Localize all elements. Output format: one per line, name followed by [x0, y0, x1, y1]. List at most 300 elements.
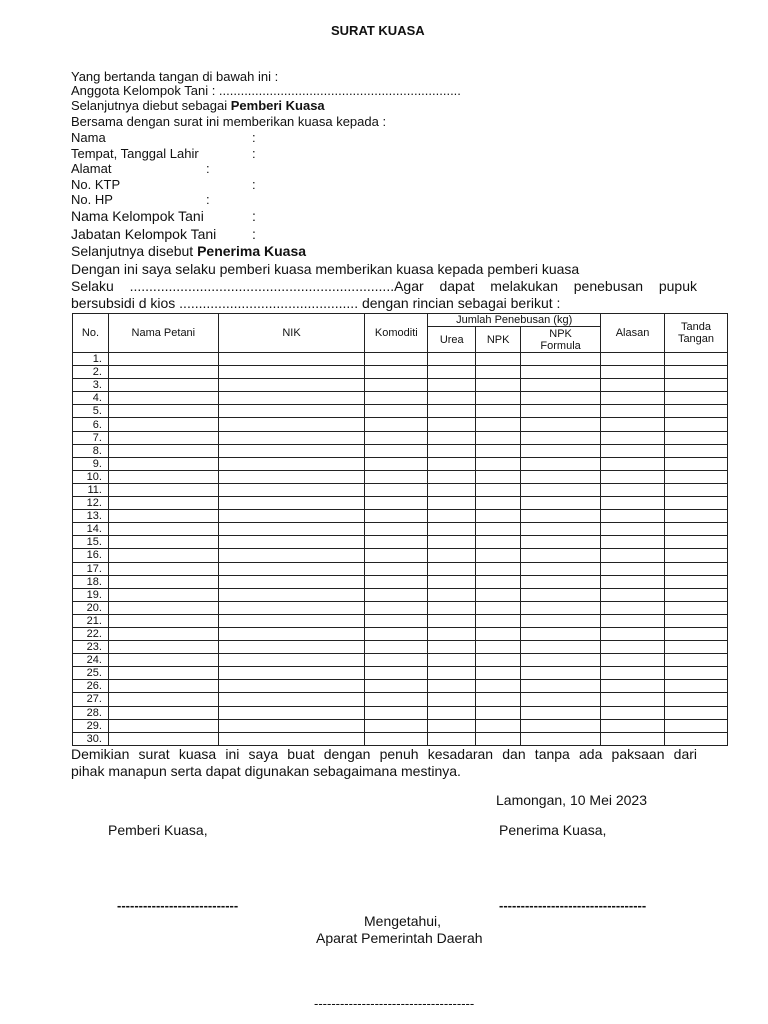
intro-line-pemberi: [71, 98, 325, 113]
table-cell[interactable]: [365, 366, 428, 379]
table-cell[interactable]: [218, 549, 365, 562]
table-cell[interactable]: [476, 680, 521, 693]
table-cell[interactable]: [601, 536, 665, 549]
header-jumlah-penebusan: Jumlah Penebusan (kg): [428, 314, 601, 327]
table-cell[interactable]: [601, 418, 665, 431]
table-cell[interactable]: [218, 732, 365, 745]
table-cell[interactable]: [521, 641, 601, 654]
table-cell[interactable]: [108, 667, 218, 680]
table-cell[interactable]: [365, 680, 428, 693]
field-sep-hp: :: [206, 192, 210, 207]
table-cell[interactable]: [365, 614, 428, 627]
table-cell[interactable]: [601, 641, 665, 654]
table-row: [73, 693, 728, 706]
table-cell[interactable]: [476, 353, 521, 366]
table-cell[interactable]: [664, 575, 727, 588]
table-cell[interactable]: [521, 510, 601, 523]
table-cell[interactable]: [521, 549, 601, 562]
row-number: 20.: [73, 601, 109, 614]
table-row: [73, 418, 728, 431]
table-cell[interactable]: [476, 588, 521, 601]
table-cell[interactable]: [365, 549, 428, 562]
table-cell[interactable]: [365, 601, 428, 614]
table-cell[interactable]: [428, 497, 476, 510]
table-cell[interactable]: [664, 667, 727, 680]
table-cell[interactable]: [521, 680, 601, 693]
table-cell[interactable]: [218, 693, 365, 706]
row-number: 7.: [73, 431, 109, 444]
table-cell[interactable]: [476, 601, 521, 614]
table-cell[interactable]: [365, 667, 428, 680]
table-row: [73, 575, 728, 588]
table-cell[interactable]: [476, 614, 521, 627]
table-cell[interactable]: [601, 627, 665, 640]
table-cell[interactable]: [428, 523, 476, 536]
table-cell[interactable]: [601, 562, 665, 575]
table-cell[interactable]: [476, 457, 521, 470]
table-cell[interactable]: [108, 497, 218, 510]
table-cell[interactable]: [218, 418, 365, 431]
table-cell[interactable]: [521, 444, 601, 457]
table-cell[interactable]: [664, 732, 727, 745]
table-cell[interactable]: [108, 431, 218, 444]
header-alasan: Alasan: [601, 314, 665, 353]
paragraph-line-3: bersubsidi d kios .............................................. dengan rincian sebagai berikut :: [71, 295, 561, 311]
table-cell[interactable]: [108, 627, 218, 640]
place-date: Lamongan, 10 Mei 2023: [496, 792, 647, 808]
table-cell[interactable]: [664, 431, 727, 444]
table-cell[interactable]: [521, 627, 601, 640]
table-cell[interactable]: [218, 562, 365, 575]
table-cell[interactable]: [664, 510, 727, 523]
table-cell[interactable]: [521, 654, 601, 667]
table-cell[interactable]: [365, 706, 428, 719]
table-cell[interactable]: [218, 706, 365, 719]
table-cell[interactable]: [521, 405, 601, 418]
table-cell[interactable]: [664, 614, 727, 627]
table-cell[interactable]: [521, 575, 601, 588]
table-cell[interactable]: [108, 575, 218, 588]
table-cell[interactable]: [476, 366, 521, 379]
table-cell[interactable]: [108, 641, 218, 654]
table-cell[interactable]: [664, 523, 727, 536]
table-cell[interactable]: [601, 431, 665, 444]
table-cell[interactable]: [476, 418, 521, 431]
table-cell[interactable]: [218, 641, 365, 654]
table-row: [73, 523, 728, 536]
table-cell[interactable]: [365, 562, 428, 575]
table-cell[interactable]: [365, 732, 428, 745]
table-cell[interactable]: [365, 353, 428, 366]
field-label-ttl: Tempat, Tanggal Lahir: [71, 146, 199, 161]
table-cell[interactable]: [108, 444, 218, 457]
table-cell[interactable]: [365, 719, 428, 732]
table-cell[interactable]: [476, 392, 521, 405]
table-cell[interactable]: [218, 510, 365, 523]
table-row: [73, 457, 728, 470]
table-cell[interactable]: [601, 667, 665, 680]
table-cell[interactable]: [476, 405, 521, 418]
table-cell[interactable]: [601, 575, 665, 588]
table-cell[interactable]: [428, 614, 476, 627]
table-cell[interactable]: [664, 562, 727, 575]
table-cell[interactable]: [428, 667, 476, 680]
table-cell[interactable]: [601, 680, 665, 693]
table-cell[interactable]: [521, 588, 601, 601]
row-number: 3.: [73, 379, 109, 392]
table-row: [73, 654, 728, 667]
table-row: [73, 353, 728, 366]
table-cell[interactable]: [108, 614, 218, 627]
table-cell[interactable]: [521, 614, 601, 627]
table-cell[interactable]: [601, 601, 665, 614]
table-cell[interactable]: [601, 510, 665, 523]
table-cell[interactable]: [664, 693, 727, 706]
row-number: 21.: [73, 614, 109, 627]
table-cell[interactable]: [476, 510, 521, 523]
table-cell[interactable]: [664, 405, 727, 418]
table-cell[interactable]: [365, 457, 428, 470]
table-cell[interactable]: [601, 483, 665, 496]
table-cell[interactable]: [428, 680, 476, 693]
table-cell[interactable]: [664, 457, 727, 470]
row-number: 6.: [73, 418, 109, 431]
table-cell[interactable]: [108, 418, 218, 431]
table-cell[interactable]: [428, 706, 476, 719]
table-cell[interactable]: [428, 510, 476, 523]
table-cell[interactable]: [365, 575, 428, 588]
table-cell[interactable]: [365, 470, 428, 483]
table-cell[interactable]: [365, 497, 428, 510]
table-cell[interactable]: [664, 536, 727, 549]
table-cell[interactable]: [218, 366, 365, 379]
table-cell[interactable]: [664, 444, 727, 457]
table-cell[interactable]: [476, 575, 521, 588]
table-cell[interactable]: [664, 680, 727, 693]
table-cell[interactable]: [601, 588, 665, 601]
table-cell[interactable]: [108, 562, 218, 575]
table-cell[interactable]: [108, 588, 218, 601]
row-number: 14.: [73, 523, 109, 536]
table-cell[interactable]: [521, 562, 601, 575]
field-sep-alamat: :: [206, 161, 210, 176]
header-no: No.: [73, 314, 109, 353]
table-cell[interactable]: [365, 693, 428, 706]
table-cell[interactable]: [365, 418, 428, 431]
table-cell[interactable]: [218, 654, 365, 667]
table-cell[interactable]: [428, 654, 476, 667]
table-cell[interactable]: [428, 693, 476, 706]
table-cell[interactable]: [218, 457, 365, 470]
table-cell[interactable]: [108, 680, 218, 693]
table-cell[interactable]: [428, 719, 476, 732]
table-cell[interactable]: [664, 483, 727, 496]
table-cell[interactable]: [108, 366, 218, 379]
table-row: [73, 732, 728, 745]
table-cell[interactable]: [365, 392, 428, 405]
table-cell[interactable]: [521, 719, 601, 732]
table-cell[interactable]: [218, 719, 365, 732]
table-cell[interactable]: [428, 392, 476, 405]
table-cell[interactable]: [476, 497, 521, 510]
row-number: 2.: [73, 366, 109, 379]
table-cell[interactable]: [521, 392, 601, 405]
table-cell[interactable]: [218, 614, 365, 627]
table-cell[interactable]: [365, 510, 428, 523]
table-cell[interactable]: [108, 523, 218, 536]
penerima-kuasa-signature-label: Penerima Kuasa,: [499, 822, 607, 838]
table-cell[interactable]: [428, 588, 476, 601]
table-cell[interactable]: [218, 483, 365, 496]
table-cell[interactable]: [428, 418, 476, 431]
table-cell[interactable]: [428, 536, 476, 549]
row-number: 17.: [73, 562, 109, 575]
table-cell[interactable]: [476, 444, 521, 457]
table-cell[interactable]: [218, 680, 365, 693]
table-cell[interactable]: [521, 536, 601, 549]
table-cell[interactable]: [428, 444, 476, 457]
table-cell[interactable]: [365, 536, 428, 549]
table-cell[interactable]: [664, 497, 727, 510]
row-number: 30.: [73, 732, 109, 745]
table-cell[interactable]: [365, 379, 428, 392]
table-cell[interactable]: [108, 405, 218, 418]
table-cell[interactable]: [601, 706, 665, 719]
table-cell[interactable]: [601, 405, 665, 418]
table-cell[interactable]: [521, 693, 601, 706]
table-cell[interactable]: [428, 575, 476, 588]
table-cell[interactable]: [108, 483, 218, 496]
table-cell[interactable]: [428, 353, 476, 366]
table-cell[interactable]: [365, 431, 428, 444]
table-cell[interactable]: [108, 719, 218, 732]
table-cell[interactable]: [664, 392, 727, 405]
table-cell[interactable]: [521, 470, 601, 483]
table-cell[interactable]: [601, 366, 665, 379]
table-cell[interactable]: [476, 719, 521, 732]
table-cell[interactable]: [365, 523, 428, 536]
table-cell[interactable]: [521, 483, 601, 496]
table-cell[interactable]: [476, 732, 521, 745]
table-cell[interactable]: [365, 588, 428, 601]
table-cell[interactable]: [476, 706, 521, 719]
table-cell[interactable]: [476, 523, 521, 536]
table-cell[interactable]: [664, 470, 727, 483]
table-cell[interactable]: [428, 483, 476, 496]
paragraph-line-2: Selaku ....................................................................Agar dapat melakukan penebusan pupuk: [71, 278, 697, 294]
table-cell[interactable]: [664, 418, 727, 431]
table-cell[interactable]: [521, 523, 601, 536]
table-cell[interactable]: [218, 497, 365, 510]
table-cell[interactable]: [664, 379, 727, 392]
header-nama-petani: Nama Petani: [108, 314, 218, 353]
table-cell[interactable]: [601, 457, 665, 470]
table-cell[interactable]: [601, 497, 665, 510]
table-cell[interactable]: [476, 641, 521, 654]
table-cell[interactable]: [218, 470, 365, 483]
table-cell[interactable]: [428, 641, 476, 654]
mengetahui-label: Mengetahui,: [364, 913, 442, 929]
table-cell[interactable]: [476, 627, 521, 640]
row-number: 28.: [73, 706, 109, 719]
table-row: [73, 601, 728, 614]
table-cell[interactable]: [521, 601, 601, 614]
table-cell[interactable]: [108, 706, 218, 719]
table-cell[interactable]: [476, 379, 521, 392]
table-cell[interactable]: [108, 353, 218, 366]
table-cell[interactable]: [476, 693, 521, 706]
table-cell[interactable]: [218, 575, 365, 588]
table-cell[interactable]: [108, 457, 218, 470]
table-cell[interactable]: [108, 379, 218, 392]
table-cell[interactable]: [218, 405, 365, 418]
table-cell[interactable]: [218, 627, 365, 640]
row-number: 24.: [73, 654, 109, 667]
table-cell[interactable]: [601, 719, 665, 732]
table-cell[interactable]: [108, 392, 218, 405]
header-urea: Urea: [428, 327, 476, 353]
row-number: 11.: [73, 483, 109, 496]
table-cell[interactable]: [601, 614, 665, 627]
table-cell[interactable]: [108, 510, 218, 523]
table-cell[interactable]: [601, 549, 665, 562]
table-row: [73, 588, 728, 601]
table-cell[interactable]: [108, 732, 218, 745]
table-cell[interactable]: [428, 601, 476, 614]
table-cell[interactable]: [601, 654, 665, 667]
table-cell[interactable]: [664, 601, 727, 614]
row-number: 13.: [73, 510, 109, 523]
row-number: 26.: [73, 680, 109, 693]
table-cell[interactable]: [601, 379, 665, 392]
table-cell[interactable]: [601, 523, 665, 536]
table-cell[interactable]: [218, 431, 365, 444]
table-cell[interactable]: [521, 353, 601, 366]
table-cell[interactable]: [664, 549, 727, 562]
table-row: [73, 562, 728, 575]
table-cell[interactable]: [218, 379, 365, 392]
table-cell[interactable]: [601, 353, 665, 366]
table-cell[interactable]: [365, 627, 428, 640]
table-cell[interactable]: [521, 431, 601, 444]
table-cell[interactable]: [476, 667, 521, 680]
table-cell[interactable]: [601, 444, 665, 457]
table-cell[interactable]: [664, 353, 727, 366]
table-cell[interactable]: [428, 549, 476, 562]
table-cell[interactable]: [476, 549, 521, 562]
row-number: 9.: [73, 457, 109, 470]
table-cell[interactable]: [521, 418, 601, 431]
field-sep-nama: :: [252, 130, 256, 145]
table-cell[interactable]: [521, 379, 601, 392]
table-cell[interactable]: [428, 431, 476, 444]
table-cell[interactable]: [428, 379, 476, 392]
table-cell[interactable]: [601, 470, 665, 483]
table-cell[interactable]: [476, 654, 521, 667]
table-cell[interactable]: [365, 405, 428, 418]
table-cell[interactable]: [218, 667, 365, 680]
table-cell[interactable]: [428, 562, 476, 575]
table-cell[interactable]: [218, 353, 365, 366]
table-cell[interactable]: [218, 601, 365, 614]
document-title: SURAT KUASA: [331, 23, 425, 38]
table-row: [73, 719, 728, 732]
table-cell[interactable]: [428, 405, 476, 418]
paragraph-line-1: Dengan ini saya selaku pemberi kuasa memberikan kuasa kepada pemberi kuasa: [71, 261, 580, 277]
table-row: [73, 549, 728, 562]
header-npk: NPK: [476, 327, 521, 353]
table-cell[interactable]: [521, 457, 601, 470]
table-cell[interactable]: [521, 706, 601, 719]
row-number: 10.: [73, 470, 109, 483]
field-sep-jabatan: :: [252, 226, 256, 242]
table-cell[interactable]: [365, 641, 428, 654]
table-cell[interactable]: [664, 588, 727, 601]
table-cell[interactable]: [218, 523, 365, 536]
table-cell[interactable]: [365, 483, 428, 496]
intro-line-kelompok: Anggota Kelompok Tani : ...................................................................: [71, 83, 461, 98]
table-cell[interactable]: [664, 627, 727, 640]
table-cell[interactable]: [108, 470, 218, 483]
table-cell[interactable]: [428, 732, 476, 745]
table-cell[interactable]: [108, 654, 218, 667]
table-cell[interactable]: [476, 562, 521, 575]
table-row: [73, 641, 728, 654]
table-cell[interactable]: [521, 732, 601, 745]
closing-line-1: Demikian surat kuasa ini saya buat dengan penuh kesadaran dan tanpa ada paksaan dari: [71, 746, 697, 762]
table-cell[interactable]: [428, 470, 476, 483]
table-cell[interactable]: [664, 654, 727, 667]
table-cell[interactable]: [601, 392, 665, 405]
table-cell[interactable]: [428, 457, 476, 470]
table-cell[interactable]: [476, 483, 521, 496]
table-cell[interactable]: [521, 497, 601, 510]
table-cell[interactable]: [428, 627, 476, 640]
table-cell[interactable]: [218, 588, 365, 601]
table-cell[interactable]: [428, 366, 476, 379]
table-cell[interactable]: [108, 693, 218, 706]
table-cell[interactable]: [521, 366, 601, 379]
table-cell[interactable]: [108, 536, 218, 549]
field-sep-ktp: :: [252, 177, 256, 192]
table-cell[interactable]: [476, 470, 521, 483]
field-sep-kelompok: :: [252, 208, 256, 224]
table-cell[interactable]: [664, 641, 727, 654]
table-cell[interactable]: [218, 444, 365, 457]
table-row: [73, 510, 728, 523]
table-cell[interactable]: [664, 719, 727, 732]
table-cell[interactable]: [108, 601, 218, 614]
table-cell[interactable]: [521, 667, 601, 680]
row-number: 27.: [73, 693, 109, 706]
pemberi-signature-line: ----------------------------: [117, 898, 239, 913]
table-cell[interactable]: [601, 693, 665, 706]
table-cell[interactable]: [664, 366, 727, 379]
table-cell[interactable]: [218, 536, 365, 549]
table-cell[interactable]: [601, 732, 665, 745]
table-cell[interactable]: [664, 706, 727, 719]
table-cell[interactable]: [476, 431, 521, 444]
table-row: [73, 680, 728, 693]
penerima-signature-line: ----------------------------------: [499, 898, 647, 913]
table-cell[interactable]: [108, 549, 218, 562]
table-cell[interactable]: [365, 444, 428, 457]
table-row: [73, 392, 728, 405]
table-cell[interactable]: [365, 654, 428, 667]
table-cell[interactable]: [476, 536, 521, 549]
row-number: 18.: [73, 575, 109, 588]
table-cell[interactable]: [218, 392, 365, 405]
